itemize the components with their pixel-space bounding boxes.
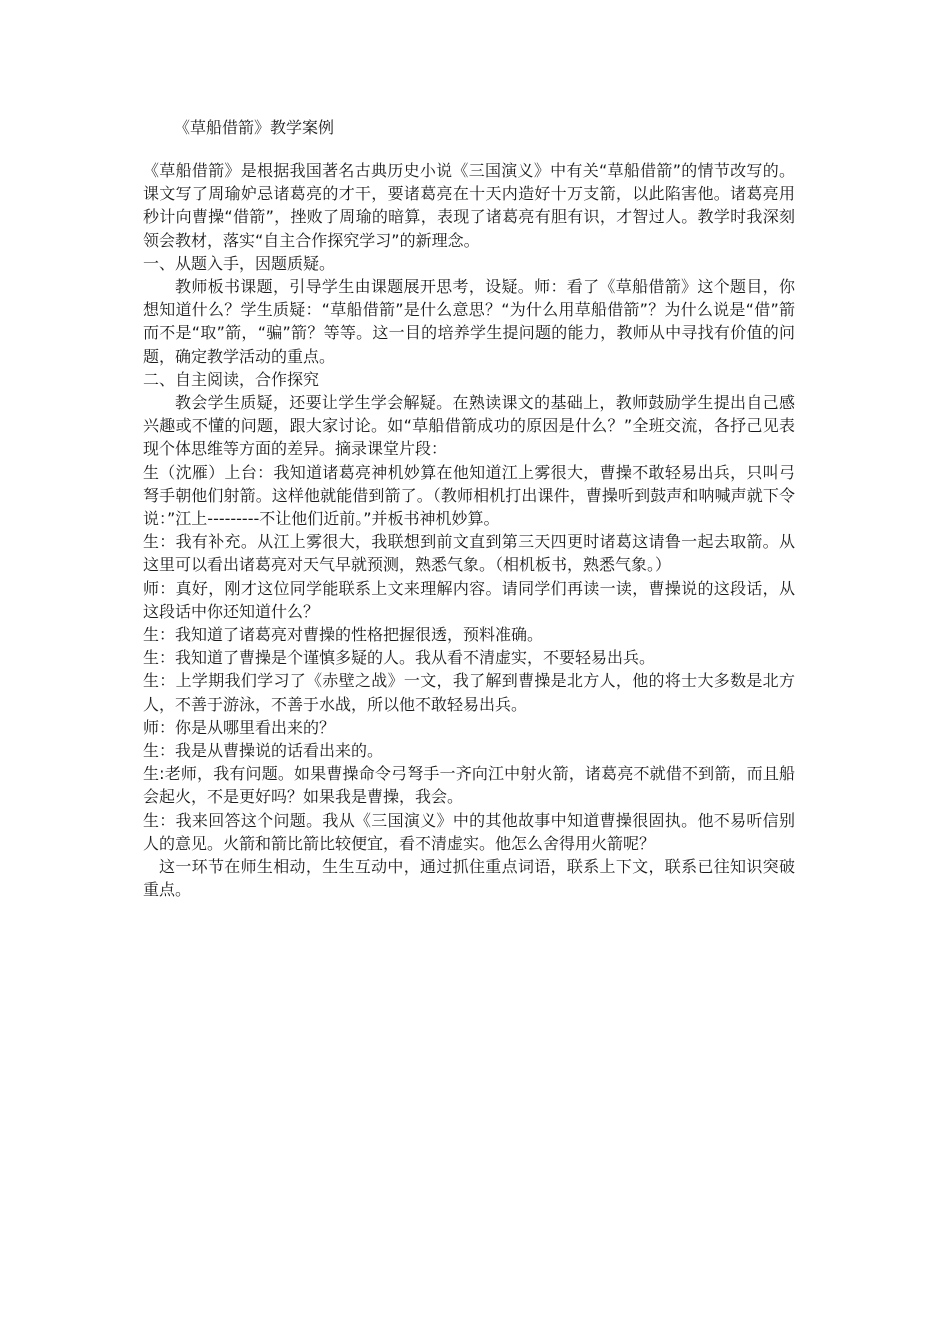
dialogue-line: 生：我来回答这个问题。我从《三国演义》中的其他故事中知道曹操很固执。他不易听信别人的意见。火箭和箭比箭比较便宜，看不清虚实。他怎么舍得用火箭呢？ xyxy=(143,810,795,853)
document-title: 《草船借箭》教学案例 xyxy=(174,118,335,137)
dialogue-line: 生：上学期我们学习了《赤壁之战》一文，我了解到曹操是北方人，他的将士大多数是北方人，不善于游泳，不善于水战，所以他不敢轻易出兵。 xyxy=(143,671,795,714)
conclusion-paragraph: 这一环节在师生相动，生生互动中，通过抓住重点词语，联系上下文，联系已往知识突破重点。 xyxy=(143,857,795,900)
section-heading-1: 一、从题入手，因题质疑。 xyxy=(143,253,336,273)
dialogue-line: 生（沈雁）上台：我知道诸葛亮神机妙算在他知道江上雾很大，曹操不敢轻易出兵，只叫弓弩手朝他们射箭。这样他就能借到箭了。（教师相机打出课件，曹操听到鼓声和呐喊声就下令说：”江上---------不让他们近前。”并板书神机妙算。 xyxy=(143,462,795,529)
dialogue-line: 生:老师，我有问题。如果曹操命令弓弩手一齐向江中射火箭，诸葛亮不就借不到箭，而且船会起火，不是更好吗？如果我是曹操，我会。 xyxy=(143,764,795,807)
document-body xyxy=(143,116,795,902)
intro-paragraph: 《草船借箭》是根据我国著名古典历史小说《三国演义》中有关“草船借箭”的情节改写的。课文写了周瑜妒忌诸葛亮的才干，要诸葛亮在十天内造好十万支箭，以此陷害他。诸葛亮用秒计向曹操“借箭”，挫败了周瑜的暗算，表现了诸葛亮有胆有识，才智过人。教学时我深刻领会教材，落实“自主合作探究学习”的新理念。 xyxy=(143,161,795,250)
dialogue-line: 生：我知道了诸葛亮对曹操的性格把握很透，预料准确。 xyxy=(143,625,544,645)
section-heading-2: 二、自主阅读，合作探究 xyxy=(143,369,320,389)
dialogue-line: 生：我有补充。从江上雾很大，我联想到前文直到第三天四更时诸葛这请鲁一起去取箭。从这里可以看出诸葛亮对天气早就预测，熟悉气象。（相机板书，熟悉气象。） xyxy=(143,532,795,575)
dialogue-line: 师：你是从哪里看出来的？ xyxy=(143,717,336,737)
dialogue-line: 生：我是从曹操说的话看出来的。 xyxy=(143,741,384,761)
dialogue-line: 师：真好，刚才这位同学能联系上文来理解内容。请同学们再读一读，曹操说的这段话，从这段话中你还知道什么？ xyxy=(143,578,795,621)
section-1-paragraph: 教师板书课题，引导学生由课题展开思考，设疑。师：看了《草船借箭》这个题目，你想知道什么？学生质疑：“草船借箭”是什么意思？“为什么用草船借箭”？为什么说是“借”箭而不是“取”箭，“骗”箭？等等。这一目的培养学生提问题的能力，教师从中寻找有价值的问题，确定教学活动的重点。 xyxy=(143,277,795,366)
section-2-paragraph: 教会学生质疑，还要让学生学会解疑。在熟读课文的基础上，教师鼓励学生提出自己感兴趣或不懂的问题，跟大家讨论。如“草船借箭成功的原因是什么？”全班交流，各抒己见表现个体思维等方面的差异。摘录课堂片段： xyxy=(143,393,795,459)
dialogue-line: 生：我知道了曹操是个谨慎多疑的人。我从看不清虚实，不要轻易出兵。 xyxy=(143,648,656,668)
